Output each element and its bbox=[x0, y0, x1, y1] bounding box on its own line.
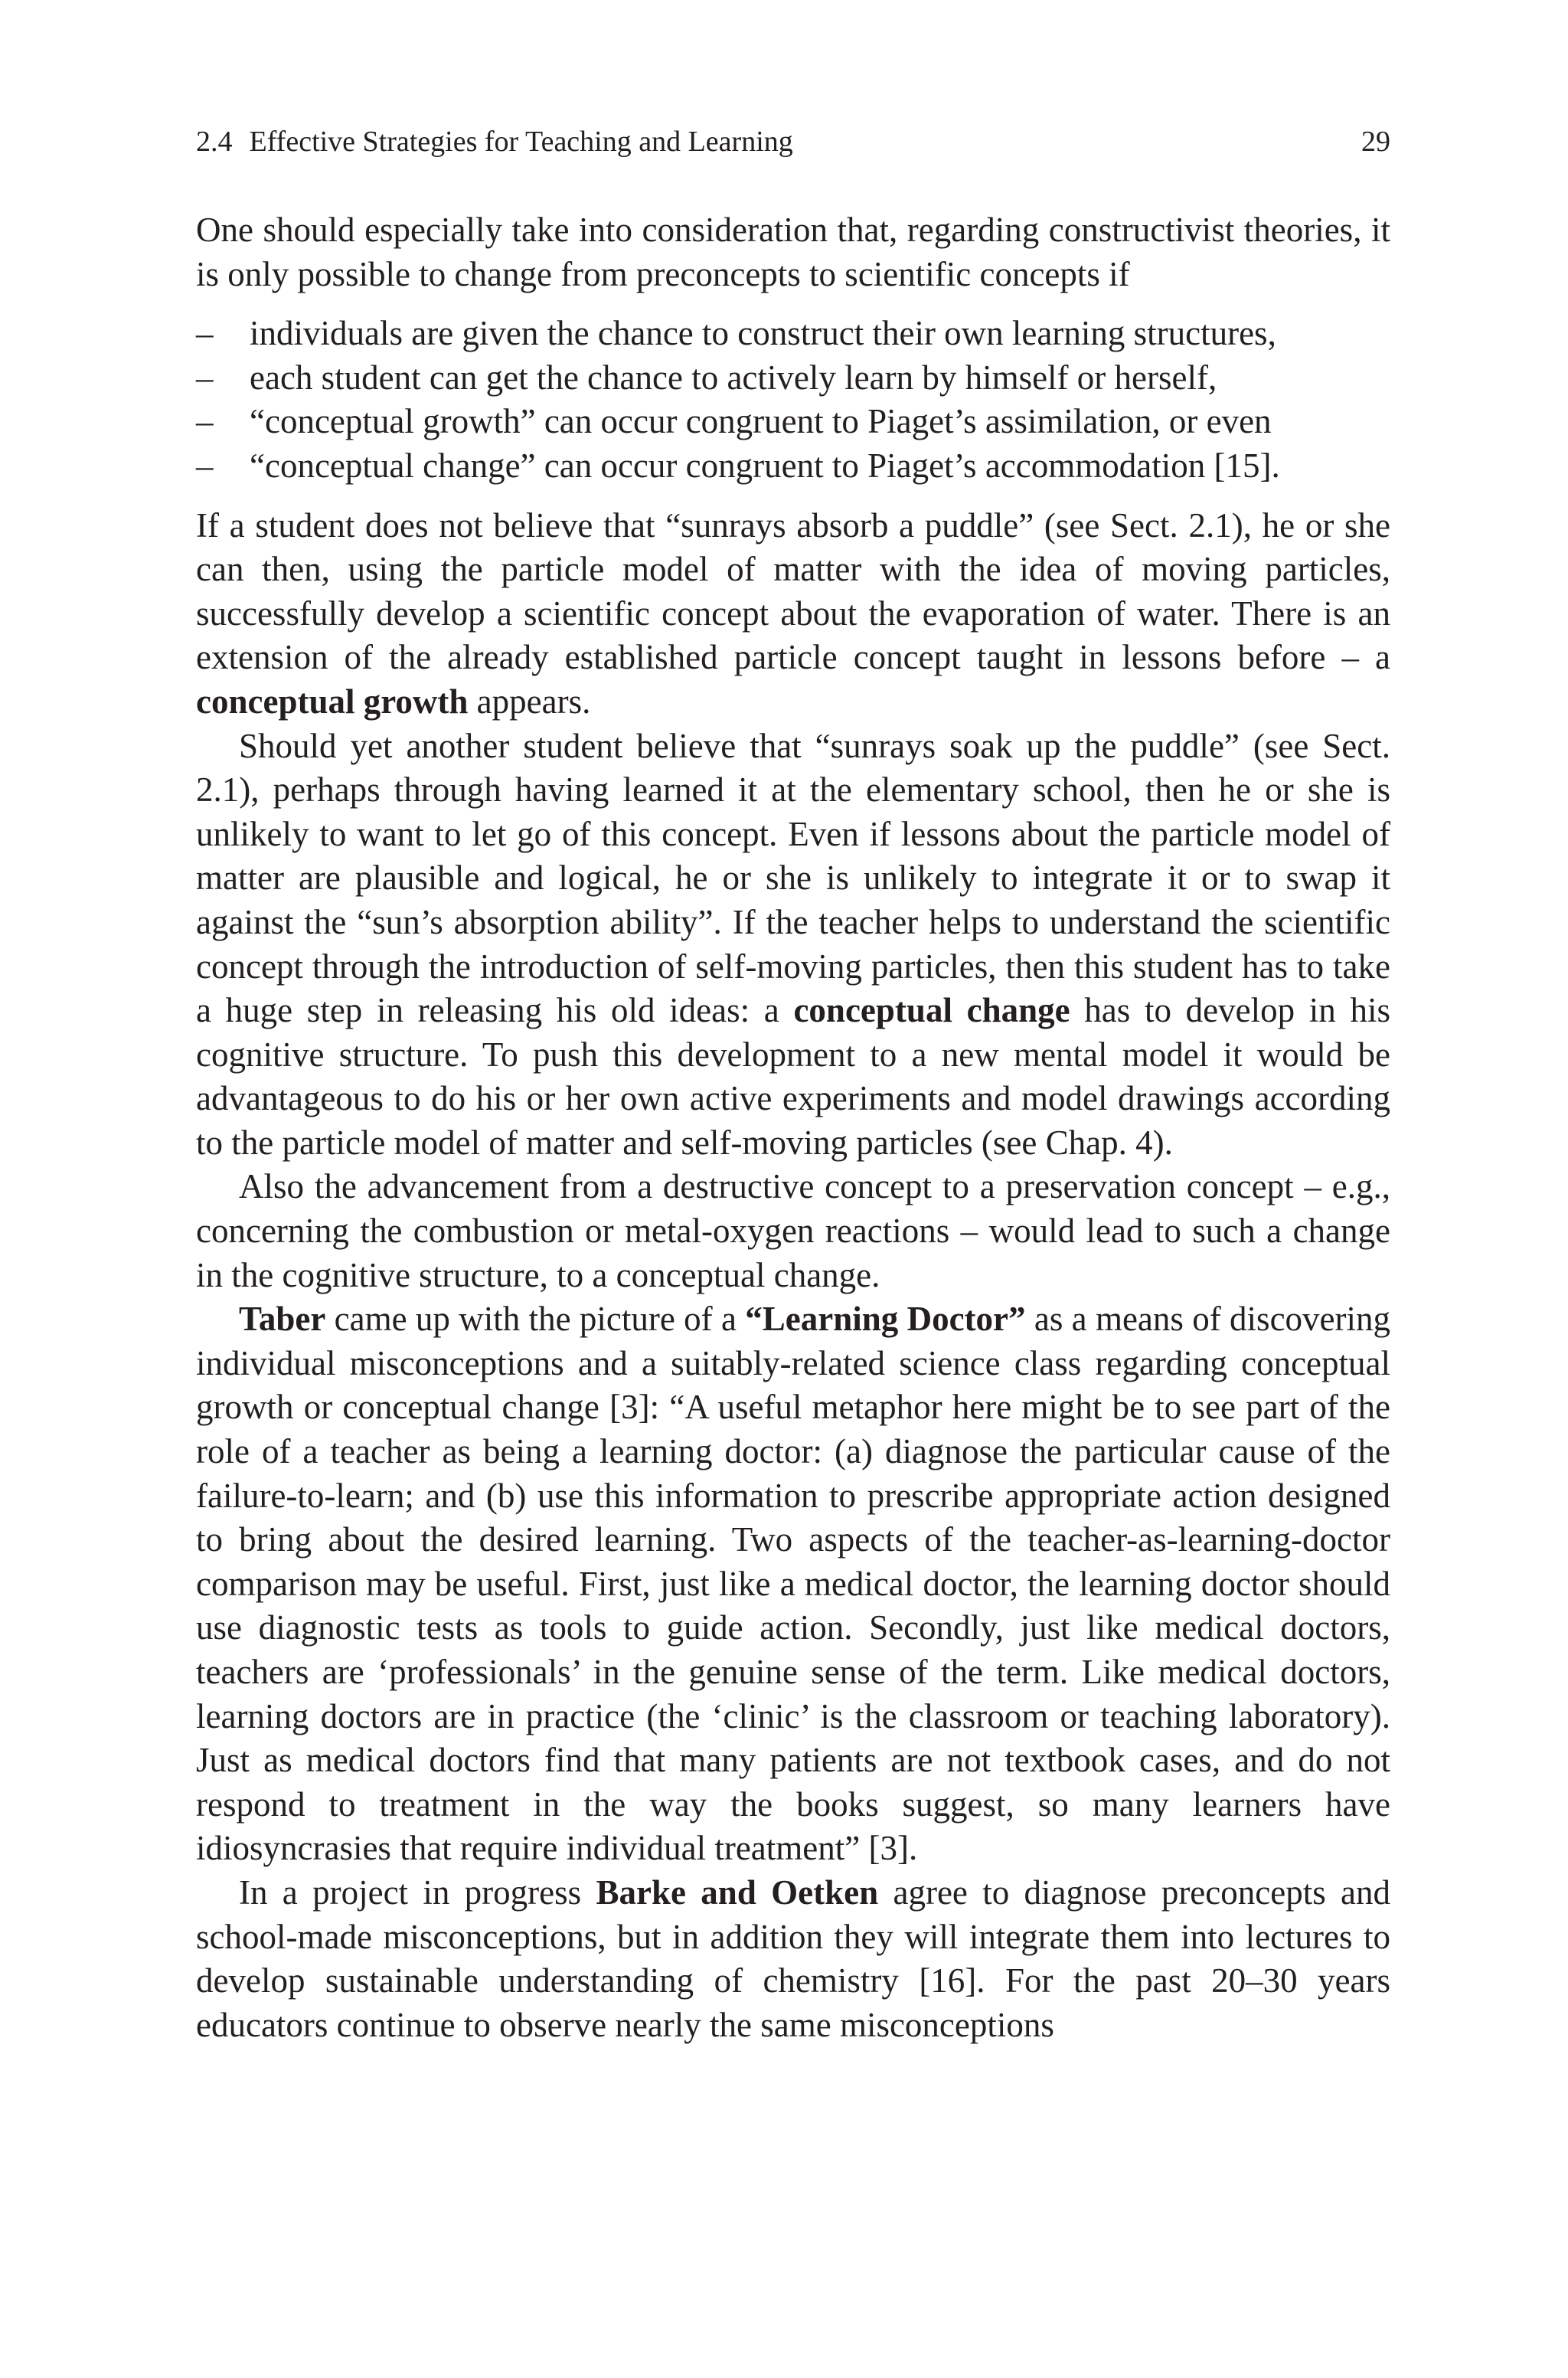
paragraph-text: came up with the picture of a bbox=[325, 1300, 746, 1339]
list-item bbox=[196, 356, 1390, 401]
term-conceptual-growth: conceptual growth bbox=[196, 682, 469, 721]
list-item bbox=[196, 312, 1390, 356]
paragraph-conceptual-growth bbox=[196, 504, 1390, 725]
paragraph-conceptual-change bbox=[196, 725, 1390, 1166]
list-item-text: “conceptual change” can occur congruent to Piaget’s accommodation [15]. bbox=[250, 446, 1280, 485]
section-title: Effective Strategies for Teaching and Learning bbox=[249, 126, 793, 158]
body-text bbox=[196, 208, 1390, 2047]
list-dash: – bbox=[196, 402, 214, 441]
section-number: 2.4 bbox=[196, 126, 233, 158]
list-item bbox=[196, 444, 1390, 489]
paragraph-text: has to develop in his cognitive structure. To push this development to a new mental model it would be advantageous to do his or her own active experiments and model drawings according to the particle model of matter and self-moving particles (see Chap. 4). bbox=[196, 991, 1390, 1162]
intro-paragraph: One should especially take into consideration that, regarding constructivist theories, it is only possible to change from preconcepts to scientific concepts if bbox=[196, 211, 1390, 293]
paragraph-taber bbox=[196, 1297, 1390, 1871]
list-item-text: “conceptual growth” can occur congruent to Piaget’s assimilation, or even bbox=[250, 402, 1272, 441]
paragraph-advancement: Also the advancement from a destructive concept to a preservation concept – e.g., concerning the combustion or metal-oxygen reactions – would lead to such a change in the cognitive structure, to a conceptual change. bbox=[196, 1167, 1390, 1294]
paragraph-text: If a student does not believe that “sunrays absorb a puddle” (see Sect. 2.1), he or she can then, using the particle model of matter with the idea of moving particles, successfully develop a scientific concept about the evaporation of water. There is an extension of the already established particle concept taught in lessons before – a bbox=[196, 505, 1390, 677]
running-head bbox=[196, 123, 1390, 161]
list-item-text: each student can get the chance to actively learn by himself or herself, bbox=[250, 358, 1217, 397]
author-taber: Taber bbox=[239, 1300, 326, 1339]
list-item bbox=[196, 400, 1390, 444]
author-barke-oetken: Barke and Oetken bbox=[596, 1873, 879, 1912]
term-conceptual-change: conceptual change bbox=[793, 991, 1070, 1030]
paragraph-text: agree to diagnose preconcepts and school-made misconceptions, but in addition they will integrate them into lectures to develop sustainable understanding of chemistry [16]. For the past 20–30 years educators continue to observe nearly the same misconceptions bbox=[196, 1873, 1391, 2044]
list-dash: – bbox=[196, 446, 214, 485]
list-item-text: individuals are given the chance to construct their own learning structures, bbox=[250, 314, 1276, 353]
page-number: 29 bbox=[1361, 126, 1390, 158]
condition-list bbox=[196, 312, 1390, 488]
list-dash: – bbox=[196, 314, 214, 353]
paragraph-text: appears. bbox=[468, 682, 591, 721]
paragraph-text: as a means of discovering individual misconceptions and a suitably-related science class regarding conceptual growth or conceptual change [3]: “A useful metaphor here might be to see part of the role of a teacher as being a learning doctor: (a) diagnose the particular cause of the failure-to-learn; and (b) use this information to prescribe appropriate action designed to bring about the desired learning. Two aspects of the teacher-as-learning-doctor comparison may be useful. First, just like a medical doctor, the learning doctor should use diagnostic tests as tools to guide action. Secondly, just like medical doctors, teachers are ‘professionals’ in the genuine sense of the term. Like medical doctors, learning doctors are in practice (the ‘clinic’ is the classroom or teaching laboratory). Just as medical doctors find that many patients are not textbook cases, and do not respond to treatment in the way the books suggest, so many learners have idiosyncrasies that require individual treatment” [3]. bbox=[196, 1300, 1391, 1868]
paragraph-barke-oetken bbox=[196, 1871, 1390, 2047]
list-dash: – bbox=[196, 358, 214, 397]
term-learning-doctor: “Learning Doctor” bbox=[745, 1300, 1026, 1339]
book-page bbox=[196, 123, 1390, 2047]
paragraph-text: Should yet another student believe that “sunrays soak up the puddle” (see Sect. 2.1), perhaps through having learned it at the elementary school, then he or she is unlikely to want to let go of this concept. Even if lessons about the particle model of matter are plausible and logical, he or she is unlikely to integrate it or to swap it against the “sun’s absorption ability”. If the teacher helps to understand the scientific concept through the introduction of self-moving particles, then this student has to take a huge step in releasing his old ideas: a bbox=[196, 726, 1390, 1030]
paragraph-text: In a project in progress bbox=[239, 1873, 596, 1912]
